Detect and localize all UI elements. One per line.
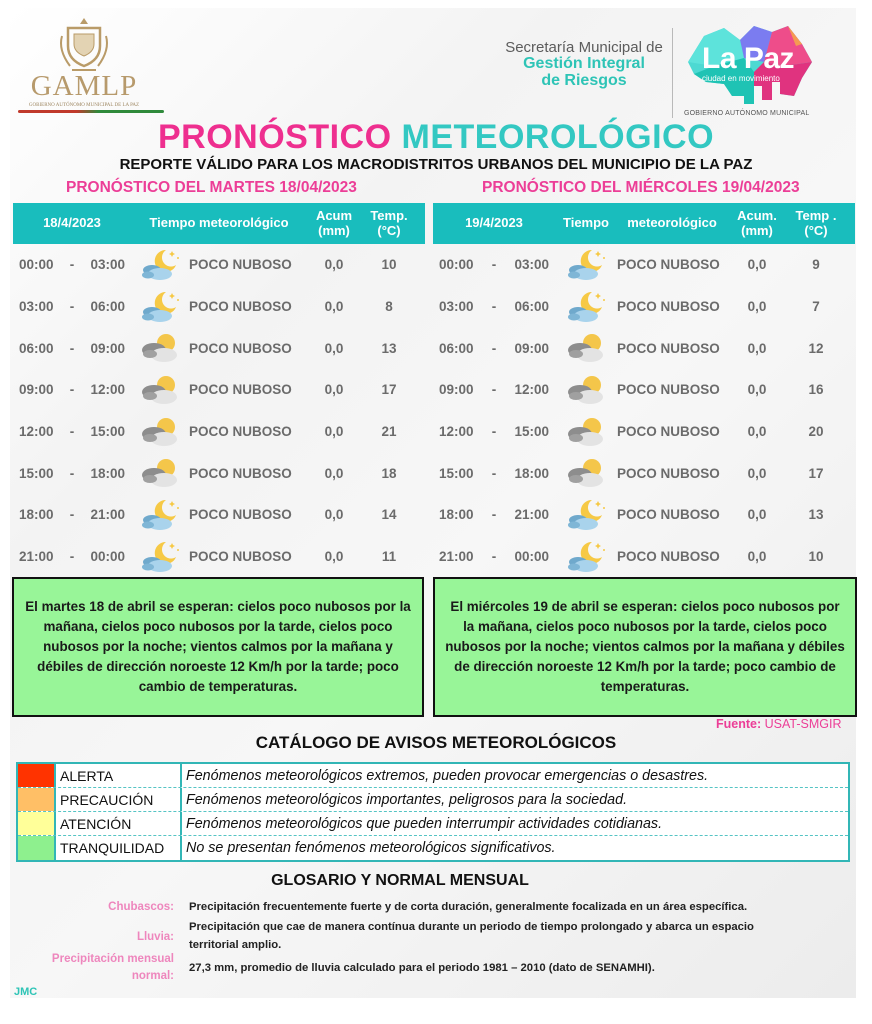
night-partly-cloudy-icon — [140, 498, 180, 532]
catalog-row-alerta — [18, 764, 848, 788]
time-from: 18:00 — [439, 507, 474, 523]
time-sep: - — [69, 382, 75, 398]
weather-description: POCO NUBOSO — [617, 465, 720, 481]
time-to: 00:00 — [90, 549, 125, 565]
col-temp — [361, 209, 417, 239]
time-sep: - — [491, 465, 497, 481]
glossary-definition: 27,3 mm, promedio de lluvia calculado para el periodo 1981 – 2010 (dato de SENAMHI). — [189, 962, 655, 974]
time-range — [13, 424, 131, 439]
time-to: 06:00 — [90, 299, 125, 315]
col-temp — [787, 209, 845, 239]
time-sep: - — [491, 549, 497, 565]
gamlp-logo — [14, 10, 154, 110]
weather-icon-cell — [555, 331, 617, 365]
day-partly-cloudy-icon — [566, 373, 606, 407]
col-temp-l1: Temp. — [370, 207, 408, 223]
time-from: 09:00 — [439, 382, 474, 398]
table-row — [433, 286, 855, 328]
level-description: No se presentan fenómenos meteorológicos significativos. — [186, 840, 556, 856]
time-to: 21:00 — [90, 507, 125, 523]
weather-description: POCO NUBOSO — [617, 340, 720, 356]
alerta-swatch — [18, 764, 56, 787]
level-name: ALERTA — [56, 764, 182, 787]
time-range — [433, 424, 555, 439]
table-row — [13, 327, 425, 369]
temperature: 9 — [812, 257, 820, 273]
time-from: 09:00 — [19, 382, 54, 398]
weather-icon-cell — [131, 498, 189, 532]
time-from: 03:00 — [439, 299, 474, 315]
time-to: 00:00 — [514, 549, 549, 565]
time-to: 18:00 — [514, 465, 549, 481]
weather-description: POCO NUBOSO — [189, 299, 292, 315]
col-acum — [307, 209, 361, 239]
time-range — [433, 341, 555, 356]
weather-icon-cell — [131, 248, 189, 282]
level-description: Fenómenos meteorológicos importantes, peligrosos para la sociedad. — [186, 791, 628, 808]
table-row — [433, 327, 855, 369]
time-range — [13, 341, 131, 356]
atencion-swatch — [18, 812, 56, 835]
time-sep: - — [491, 507, 497, 523]
time-to: 18:00 — [90, 465, 125, 481]
lapaz-logo — [684, 22, 814, 122]
secretaria-line3: de Riesgos — [541, 71, 627, 89]
time-range — [13, 507, 131, 522]
temperature: 17 — [381, 382, 397, 398]
catalog-row-atencion — [18, 812, 848, 836]
glossary-definition: Precipitación que cae de manera contínua durante un periodo de tiempo prolongado y abarca un espacio territorial amplio. — [189, 921, 754, 951]
time-from: 03:00 — [19, 299, 54, 315]
logo-divider — [672, 28, 673, 118]
catalog-row-precaucion — [18, 788, 848, 812]
weather-icon-cell — [131, 331, 189, 365]
time-to: 09:00 — [90, 340, 125, 356]
day2-summary: El miércoles 19 de abril se esperan: cielos poco nubosos por la mañana, cielos poco nubosos por la tarde, cielos poco nubosos por la noche; vientos calmos por la mañana y débiles de dirección noroeste 12 Km/h por la tarde; poco cambio de temperaturas. — [433, 577, 857, 717]
precip-acum: 0,0 — [747, 299, 767, 315]
temperature: 11 — [381, 549, 397, 565]
time-range — [13, 549, 131, 564]
time-range — [13, 257, 131, 272]
time-sep: - — [69, 299, 75, 315]
secretaria-logo — [500, 40, 668, 89]
source-credit — [716, 717, 841, 731]
time-from: 06:00 — [439, 340, 474, 356]
catalog-table — [16, 762, 850, 862]
temperature: 18 — [381, 465, 397, 481]
table-row — [433, 536, 855, 578]
col-acum-l2: (mm) — [318, 222, 350, 238]
time-to: 21:00 — [514, 507, 549, 523]
precip-acum: 0,0 — [324, 382, 344, 398]
temperature: 10 — [808, 549, 824, 565]
day-partly-cloudy-icon — [566, 331, 606, 365]
day-partly-cloudy-icon — [140, 331, 180, 365]
weather-description: POCO NUBOSO — [617, 299, 720, 315]
table-row — [433, 369, 855, 411]
time-sep: - — [69, 465, 75, 481]
secretaria-line2: Gestión Integral — [523, 54, 645, 72]
time-from: 00:00 — [439, 257, 474, 273]
tranquilidad-swatch — [18, 836, 56, 860]
time-range — [13, 382, 131, 397]
forecast-table-day2 — [433, 203, 855, 578]
gamlp-subtitle: GOBIERNO AUTÓNOMO MUNICIPAL DE LA PAZ — [28, 103, 140, 108]
time-from: 21:00 — [19, 549, 54, 565]
day-partly-cloudy-icon — [140, 456, 180, 490]
weather-description: POCO NUBOSO — [617, 257, 720, 273]
time-range — [433, 299, 555, 314]
weather-description: POCO NUBOSO — [189, 382, 292, 398]
weather-icon-cell — [131, 373, 189, 407]
temperature: 17 — [808, 465, 824, 481]
weather-icon-cell — [131, 415, 189, 449]
night-partly-cloudy-icon — [566, 540, 606, 574]
level-name: TRANQUILIDAD — [56, 836, 182, 860]
time-sep: - — [491, 424, 497, 440]
time-to: 12:00 — [514, 382, 549, 398]
header — [0, 0, 872, 120]
time-range — [13, 299, 131, 314]
time-sep: - — [491, 382, 497, 398]
source-label: Fuente: — [716, 717, 762, 731]
table-row — [433, 452, 855, 494]
time-from: 21:00 — [439, 549, 474, 565]
precip-acum: 0,0 — [324, 549, 344, 565]
page-title — [0, 118, 872, 157]
glossary-term: Lluvia: — [136, 931, 174, 943]
time-range — [433, 507, 555, 522]
precip-acum: 0,0 — [324, 340, 344, 356]
weather-icon-cell — [555, 498, 617, 532]
coat-of-arms-icon — [56, 14, 112, 74]
secretaria-line1: Secretaría Municipal de — [505, 39, 663, 56]
table-header — [433, 203, 855, 244]
time-range — [433, 466, 555, 481]
time-to: 09:00 — [514, 340, 549, 356]
table-body — [13, 244, 425, 578]
time-sep: - — [69, 507, 75, 523]
weather-description: POCO NUBOSO — [617, 382, 720, 398]
time-from: 15:00 — [439, 465, 474, 481]
night-partly-cloudy-icon — [566, 290, 606, 324]
precip-acum: 0,0 — [747, 340, 767, 356]
temperature: 13 — [381, 340, 397, 356]
weather-description: POCO NUBOSO — [189, 257, 292, 273]
title-part1: PRONÓSTICO — [157, 118, 392, 156]
precip-acum: 0,0 — [324, 424, 344, 440]
table-row — [13, 452, 425, 494]
forecast-table-day1 — [13, 203, 425, 578]
time-from: 06:00 — [19, 340, 54, 356]
precip-acum: 0,0 — [747, 424, 767, 440]
col-acum-l1: Acum — [315, 207, 353, 223]
time-sep: - — [69, 424, 75, 440]
precip-acum: 0,0 — [747, 507, 767, 523]
glossary-term: Chubascos: — [108, 901, 174, 913]
col-weather: Tiempo meteorológico — [149, 215, 289, 231]
col-temp-l2: (°C) — [804, 222, 828, 238]
table-row — [13, 244, 425, 286]
temperature: 20 — [808, 424, 824, 440]
precip-acum: 0,0 — [324, 465, 344, 481]
day1-heading: PRONÓSTICO DEL MARTES 18/04/2023 — [66, 179, 357, 196]
time-from: 12:00 — [19, 424, 54, 440]
table-row — [13, 411, 425, 453]
col-date: 19/4/2023 — [465, 215, 523, 231]
weather-description: POCO NUBOSO — [617, 549, 720, 565]
weather-description: POCO NUBOSO — [189, 424, 292, 440]
level-description: Fenómenos meteorológicos que pueden interrumpir actividades cotidianas. — [186, 815, 663, 832]
day-partly-cloudy-icon — [140, 373, 180, 407]
night-partly-cloudy-icon — [140, 540, 180, 574]
precip-acum: 0,0 — [747, 549, 767, 565]
day-partly-cloudy-icon — [566, 456, 606, 490]
time-sep: - — [491, 299, 497, 315]
night-partly-cloudy-icon — [566, 498, 606, 532]
day1-summary: El martes 18 de abril se esperan: cielos poco nubosos por la mañana, cielos poco nubosos por la tarde, cielos poco nubosos por la noche; vientos calmos por la mañana y débiles de dirección noroeste 12 Km/h por la tarde; poco cambio de temperaturas. — [12, 577, 424, 717]
weather-icon-cell — [131, 540, 189, 574]
table-body — [433, 244, 855, 578]
precaucion-swatch — [18, 788, 56, 811]
temperature: 8 — [385, 299, 393, 315]
table-row — [433, 494, 855, 536]
precip-acum: 0,0 — [747, 257, 767, 273]
col-date: 18/4/2023 — [43, 215, 101, 231]
table-row — [13, 494, 425, 536]
col-temp-l1: Temp . — [795, 207, 837, 223]
time-from: 12:00 — [439, 424, 474, 440]
glossary-title: GLOSARIO Y NORMAL MENSUAL — [271, 872, 529, 889]
day-partly-cloudy-icon — [566, 415, 606, 449]
weather-description: POCO NUBOSO — [617, 507, 720, 523]
day-partly-cloudy-icon — [140, 415, 180, 449]
temperature: 13 — [808, 507, 824, 523]
weather-description: POCO NUBOSO — [189, 340, 292, 356]
table-row — [13, 286, 425, 328]
time-to: 12:00 — [90, 382, 125, 398]
lapaz-gobierno: GOBIERNO AUTÓNOMO MUNICIPAL — [684, 110, 810, 117]
night-partly-cloudy-icon — [566, 248, 606, 282]
col-temp-l2: (°C) — [377, 222, 401, 238]
time-sep: - — [69, 257, 75, 273]
time-sep: - — [69, 340, 75, 356]
precip-acum: 0,0 — [324, 507, 344, 523]
time-sep: - — [491, 257, 497, 273]
col-weather: Tiempo — [563, 215, 609, 231]
catalog-title: CATÁLOGO DE AVISOS METEOROLÓGICOS — [255, 733, 617, 752]
table-row — [13, 369, 425, 411]
table-row — [13, 536, 425, 578]
weather-icon-cell — [131, 456, 189, 490]
precip-acum: 0,0 — [324, 299, 344, 315]
time-sep: - — [69, 549, 75, 565]
time-to: 06:00 — [514, 299, 549, 315]
lapaz-tagline: ciudad en movimiento — [702, 74, 780, 83]
time-range — [433, 257, 555, 272]
weather-icon-cell — [555, 248, 617, 282]
time-from: 15:00 — [19, 465, 54, 481]
precip-acum: 0,0 — [324, 257, 344, 273]
author-initials: JMC — [14, 986, 38, 998]
time-range — [13, 466, 131, 481]
page-subtitle: REPORTE VÁLIDO PARA LOS MACRODISTRITOS URBANOS DEL MUNICIPIO DE LA PAZ — [119, 156, 753, 173]
weather-icon-cell — [555, 415, 617, 449]
col-acum-l1: Acum. — [737, 207, 777, 223]
lapaz-wordmark: La Paz — [702, 42, 795, 75]
time-to: 03:00 — [514, 257, 549, 273]
col-acum — [727, 209, 787, 239]
weather-description: POCO NUBOSO — [189, 549, 292, 565]
night-partly-cloudy-icon — [140, 290, 180, 324]
time-to: 15:00 — [514, 424, 549, 440]
time-to: 15:00 — [90, 424, 125, 440]
time-range — [433, 549, 555, 564]
weather-description: POCO NUBOSO — [617, 424, 720, 440]
glossary-definition: Precipitación frecuentemente fuerte y de corta duración, generalmente focalizada en un área específica. — [189, 901, 748, 913]
temperature: 12 — [808, 340, 824, 356]
precip-acum: 0,0 — [747, 382, 767, 398]
precip-acum: 0,0 — [747, 465, 767, 481]
title-part2: METEOROLÓGICO — [401, 118, 715, 156]
time-to: 03:00 — [90, 257, 125, 273]
weather-icon-cell — [555, 373, 617, 407]
time-from: 00:00 — [19, 257, 54, 273]
gamlp-flag-stripe — [18, 110, 164, 113]
weather-icon-cell — [555, 540, 617, 574]
level-name: PRECAUCIÓN — [56, 788, 182, 811]
weather-description: POCO NUBOSO — [189, 465, 292, 481]
source-value: USAT-SMGIR — [764, 717, 842, 731]
temperature: 10 — [381, 257, 397, 273]
table-row — [433, 244, 855, 286]
weather-icon-cell — [555, 456, 617, 490]
table-header — [13, 203, 425, 244]
temperature: 16 — [808, 382, 824, 398]
time-sep: - — [491, 340, 497, 356]
col-acum-l2: (mm) — [741, 222, 773, 238]
glossary-term: Precipitación mensual normal: — [51, 953, 174, 982]
time-from: 18:00 — [19, 507, 54, 523]
level-description: Fenómenos meteorológicos extremos, pueden provocar emergencias o desastres. — [186, 767, 709, 784]
weather-icon-cell — [131, 290, 189, 324]
col-weather-b: meteorológico — [627, 215, 717, 231]
day2-heading: PRONÓSTICO DEL MIÉRCOLES 19/04/2023 — [482, 179, 800, 196]
level-name: ATENCIÓN — [56, 812, 182, 835]
temperature: 21 — [381, 424, 397, 440]
gamlp-wordmark: GAMLP — [30, 70, 138, 102]
weather-description: POCO NUBOSO — [189, 507, 292, 523]
night-partly-cloudy-icon — [140, 248, 180, 282]
time-range — [433, 382, 555, 397]
temperature: 14 — [381, 507, 397, 523]
catalog-row-tranquilidad — [18, 836, 848, 860]
table-row — [433, 411, 855, 453]
temperature: 7 — [812, 299, 820, 315]
weather-icon-cell — [555, 290, 617, 324]
